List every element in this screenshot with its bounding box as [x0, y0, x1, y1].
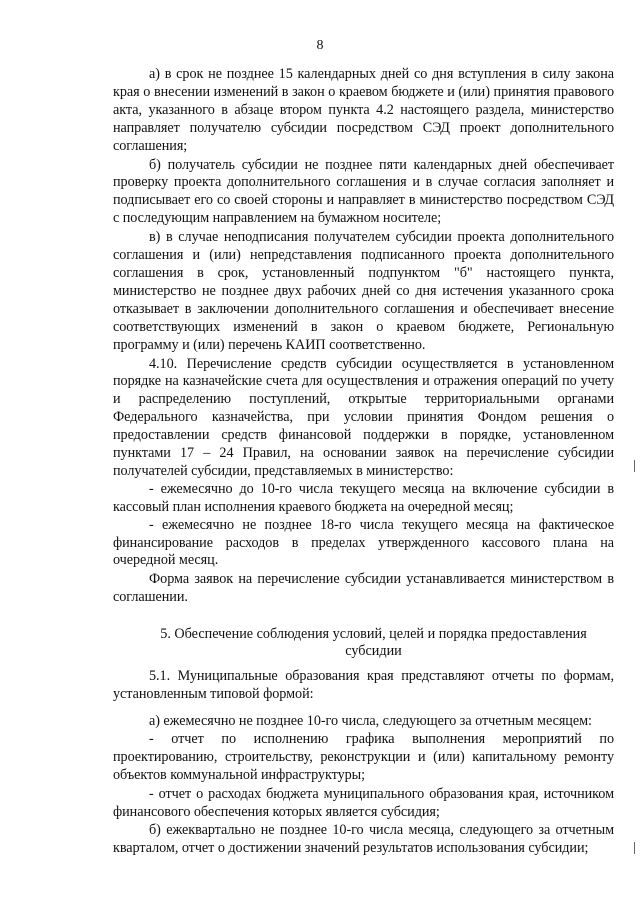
paragraph-a-monthly-reports: а) ежемесячно не позднее 10-го числа, следующего за отчетным месяцем: — [149, 713, 592, 729]
paragraph-application-form: Форма заявок на перечисление субсидии устанавливается министерством в соглашении. — [113, 571, 614, 606]
section-heading: 5. Обеспечение соблюдения условий, целей и порядка предоставления субсидии — [160, 626, 587, 660]
scan-margin-mark-lower — [634, 842, 635, 854]
list-item-expenses-report: - отчет о расходах бюджета муниципального образования края, источником финансового обеспечения которых является субсидия; — [113, 785, 614, 820]
paragraph-5-1-reports: 5.1. Муниципальные образования края представляют отчеты по формам, установленным типовой формой: — [113, 668, 614, 703]
document-body — [113, 66, 614, 858]
paragraph-b-recipient-check: б) получатель субсидии не позднее пяти календарных дней обеспечивает проверку проекта дополнительного соглашения и в случае согласия заполняет и подписывает его со своей стороны и направляет в министерство посредством СЭД с последующим направлением на бумажном носителе; — [113, 156, 614, 227]
paragraph-a-additional-agreement: а) в срок не позднее 15 календарных дней со дня вступления в силу закона края о внесении изменений в закон о краевом бюджете и (или) принятия правового акта, указанного в абзаце втором пункта 4.2 настоящего раздела, министерство направляет получателю субсидии посредством СЭД проект дополнительного соглашения; — [113, 66, 614, 154]
paragraph-v-non-signing: в) в случае неподписания получателем субсидии проекта дополнительного соглашения и (или) непредставления подписанного проекта дополнительного соглашения в срок, установленный подпунктом "б" настоящего пункта, министерство не позднее двух рабочих дней со дня истечения указанного срока отказывает в заключении дополнительного соглашения и обеспечивает внесение соответствующих изменений в закон о краевом бюджете, Региональную программу и (или) перечень КАИП соответственно. — [113, 229, 614, 353]
scan-margin-mark — [634, 460, 635, 472]
page-number: 8 — [316, 38, 324, 53]
list-item-monthly-cash-plan: - ежемесячно до 10-го числа текущего месяца на включение субсидии в кассовый план исполнения краевого бюджета на очередной месяц; — [113, 480, 614, 515]
paragraph-4-10-transfer: 4.10. Перечисление средств субсидии осуществляется в установленном порядке на казначейские счета для осуществления и отражения операций по учету и распределению поступлений, открытые территориальными органами Федерального казначейства, при условии принятия Фондом решения о предоставлении средств финансовой поддержки в порядке, установленном пунктами 17 – 24 Правил, на основании заявок на перечисление субсидии получателей субсидии, представляемых в министерство: — [113, 355, 614, 479]
list-item-schedule-report: - отчет по исполнению графика выполнения мероприятий по проектированию, строительству, реконструкции и (или) капитальному ремонту объектов коммунальной инфраструктуры; — [113, 730, 614, 783]
paragraph-b-quarterly-report: б) ежеквартально не позднее 10-го числа месяца, следующего за отчетным кварталом, отчет о достижении значений результатов использования субсидии; — [113, 822, 614, 857]
list-item-monthly-financing: - ежемесячно не позднее 18-го числа текущего месяца на фактическое финансирование расходов в пределах утвержденного кассового плана на очередной месяц. — [113, 516, 614, 569]
